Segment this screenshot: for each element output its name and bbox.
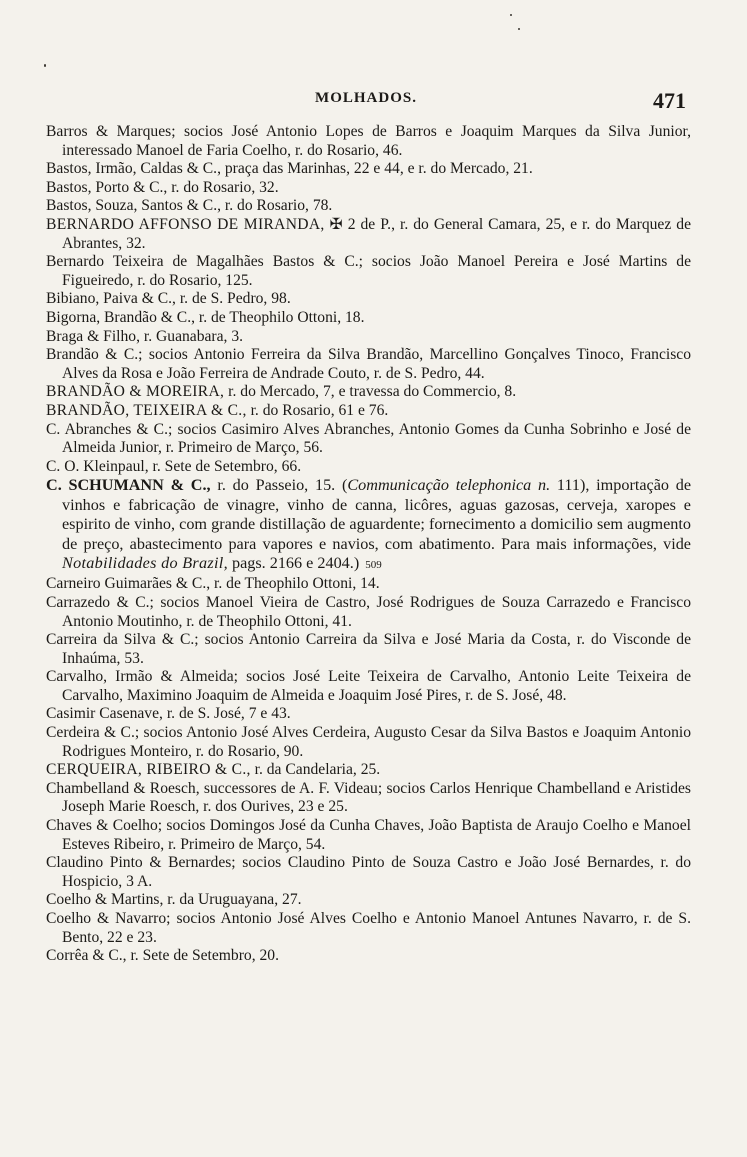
entry-firm-name: C. SCHUMANN & C., xyxy=(46,476,211,495)
entry-text: Bigorna, Brandão & C., r. de Theophilo Ottoni, 18. xyxy=(46,308,365,326)
directory-entry xyxy=(46,309,691,328)
entry-text: pags. 2166 e 2404.) xyxy=(227,553,360,572)
directory-entry xyxy=(46,947,691,966)
entry-text: r. do Passeio, 15. ( xyxy=(210,476,348,495)
entry-firm-name: CERQUEIRA, RIBEIRO & C., xyxy=(46,761,251,779)
entry-text: Coelho & Navarro; socios Antonio José Alves Coelho e Antonio Manoel Antunes Navarro, r. de S. Bento, 22 e 23. xyxy=(46,910,691,946)
directory-entry xyxy=(46,421,691,458)
entry-text: ✠ 2 de P., r. do General Camara, 25, e r. do Marquez de Abrantes, 32. xyxy=(62,215,692,252)
directory-entry xyxy=(46,761,691,780)
entry-text: Chambelland & Roesch, successores de A. F. Videau; socios Carlos Henrique Chambelland e Aristides Joseph Marie Roesch, r. dos Ourives, 23 e 25. xyxy=(46,779,691,816)
entry-italic-title: Notabilidades do Brazil, xyxy=(62,553,228,572)
directory-entry xyxy=(46,160,691,179)
print-speck xyxy=(44,64,46,67)
directory-entry xyxy=(46,631,691,668)
directory-entry xyxy=(46,817,691,854)
entry-text: r. da Candelaria, 25. xyxy=(250,761,381,779)
directory-entry xyxy=(46,668,691,705)
directory-entry xyxy=(46,179,691,198)
entry-text: Bibiano, Paiva & C., r. de S. Pedro, 98. xyxy=(46,290,291,308)
directory-entry xyxy=(46,253,691,290)
directory-entry xyxy=(46,328,691,347)
entry-text: Chaves & Coelho; socios Domingos José da Cunha Chaves, João Baptista de Araujo Coelho e Manoel Esteves Ribeiro, r. Primeiro de Março, 54. xyxy=(46,817,691,853)
entry-text: r. do Rosario, 61 e 76. xyxy=(246,401,389,419)
directory-entry xyxy=(46,402,691,421)
directory-entry xyxy=(46,780,691,817)
entry-text: Bastos, Souza, Santos & C., r. do Rosario, 78. xyxy=(46,197,333,215)
entry-text: Carneiro Guimarães & C., r. de Theophilo Ottoni, 14. xyxy=(46,575,380,593)
entry-text: Casimir Casenave, r. de S. José, 7 e 43. xyxy=(46,705,291,723)
entry-italic-note: Communicação telephonica n. xyxy=(347,476,551,495)
page-number: 471 xyxy=(653,88,686,113)
directory-entry xyxy=(46,346,691,383)
entry-text: C. O. Kleinpaul, r. Sete de Setembro, 66. xyxy=(46,457,302,475)
entry-text: Bernardo Teixeira de Magalhães Bastos & C.; socios João Manoel Pereira e José Martins de Figueiredo, r. do Rosario, 125. xyxy=(46,253,691,289)
entry-text: Cerdeira & C.; socios Antonio José Alves Cerdeira, Augusto Cesar da Silva Bastos e Joaquim Antonio Rodrigues Monteiro, r. do Rosario, 90. xyxy=(46,724,691,760)
entry-ref-number: 509 xyxy=(365,558,382,571)
directory-entry xyxy=(46,476,691,575)
print-speck xyxy=(518,28,520,30)
entry-text: Brandão & C.; socios Antonio Ferreira da Silva Brandão, Marcellino Gonçalves Tinoco, Francisco Alves da Rosa e João Ferreira de Andrade Couto, r. de S. Pedro, 44. xyxy=(46,346,691,382)
directory-entry xyxy=(46,891,691,910)
directory-entry xyxy=(46,705,691,724)
entry-firm-name: BERNARDO AFFONSO DE MIRANDA, xyxy=(46,215,325,233)
entry-firm-name: BRANDÃO, TEIXEIRA & C., xyxy=(46,401,247,419)
entry-text: Braga & Filho, r. Guanabara, 3. xyxy=(46,327,244,345)
print-speck xyxy=(510,14,512,16)
directory-entry xyxy=(46,383,691,402)
entry-text: Carvalho, Irmão & Almeida; socios José Leite Teixeira de Carvalho, Antonio Leite Teixeira de Carvalho, Maximino Joaquim de Almeida e Joaquim José Pires, r. de S. José, 48. xyxy=(46,668,691,704)
entry-firm-name: BRANDÃO & MOREIRA, xyxy=(46,383,225,401)
entry-text: Claudino Pinto & Bernardes; socios Claudino Pinto de Souza Castro e João José Bernardes, r. do Hospicio, 3 A. xyxy=(46,854,691,890)
entry-text: Corrêa & C., r. Sete de Setembro, 20. xyxy=(46,947,279,965)
directory-entry xyxy=(46,290,691,309)
entry-text: C. Abranches & C.; socios Casimiro Alves Abranches, Antonio Gomes da Cunha Sobrinho e José de Almeida Junior, r. Primeiro de Março, 56. xyxy=(46,420,691,457)
directory-entry xyxy=(46,854,691,891)
running-head: MOLHADOS. xyxy=(315,90,417,106)
entry-text: Carrazedo & C.; socios Manoel Vieira de Castro, José Rodrigues de Souza Carrazedo e Francisco Antonio Moutinho, r. de Theophilo Ottoni, 41. xyxy=(46,593,691,630)
directory-entry xyxy=(46,724,691,761)
entry-text: Bastos, Porto & C., r. do Rosario, 32. xyxy=(46,178,279,196)
directory-entry xyxy=(46,910,691,947)
entry-text: Coelho & Martins, r. da Uruguayana, 27. xyxy=(46,891,302,909)
entry-text: r. do Mercado, 7, e travessa do Commercio, 8. xyxy=(224,383,517,401)
entry-text: 111), importação de vinhos e fabricação de vinagre, vinho de canna, licôres, aguas gazosas, cerveja, xaropes e espirito de vinho, com grande distillação de aguardente; fornecimento a domicilio sem augmento de preço, abastecimento para vapores e navios, com abatimento. Para mais informações, vide xyxy=(62,476,692,553)
directory-entry xyxy=(46,458,691,477)
directory-entry xyxy=(46,575,691,594)
entry-text: Barros & Marques; socios José Antonio Lopes de Barros e Joaquim Marques da Silva Junior, interessado Manoel de Faria Coelho, r. do Rosario, 46. xyxy=(46,123,691,159)
entry-text: Bastos, Irmão, Caldas & C., praça das Marinhas, 22 e 44, e r. do Mercado, 21. xyxy=(46,160,533,178)
directory-entry xyxy=(46,123,691,160)
directory-entry xyxy=(46,197,691,216)
directory-entries xyxy=(46,123,691,966)
directory-entry xyxy=(46,594,691,631)
directory-entry xyxy=(46,216,691,253)
page-header xyxy=(46,88,686,118)
entry-text: Carreira da Silva & C.; socios Antonio Carreira da Silva e José Maria da Costa, r. do Visconde de Inhaúma, 53. xyxy=(46,631,691,667)
